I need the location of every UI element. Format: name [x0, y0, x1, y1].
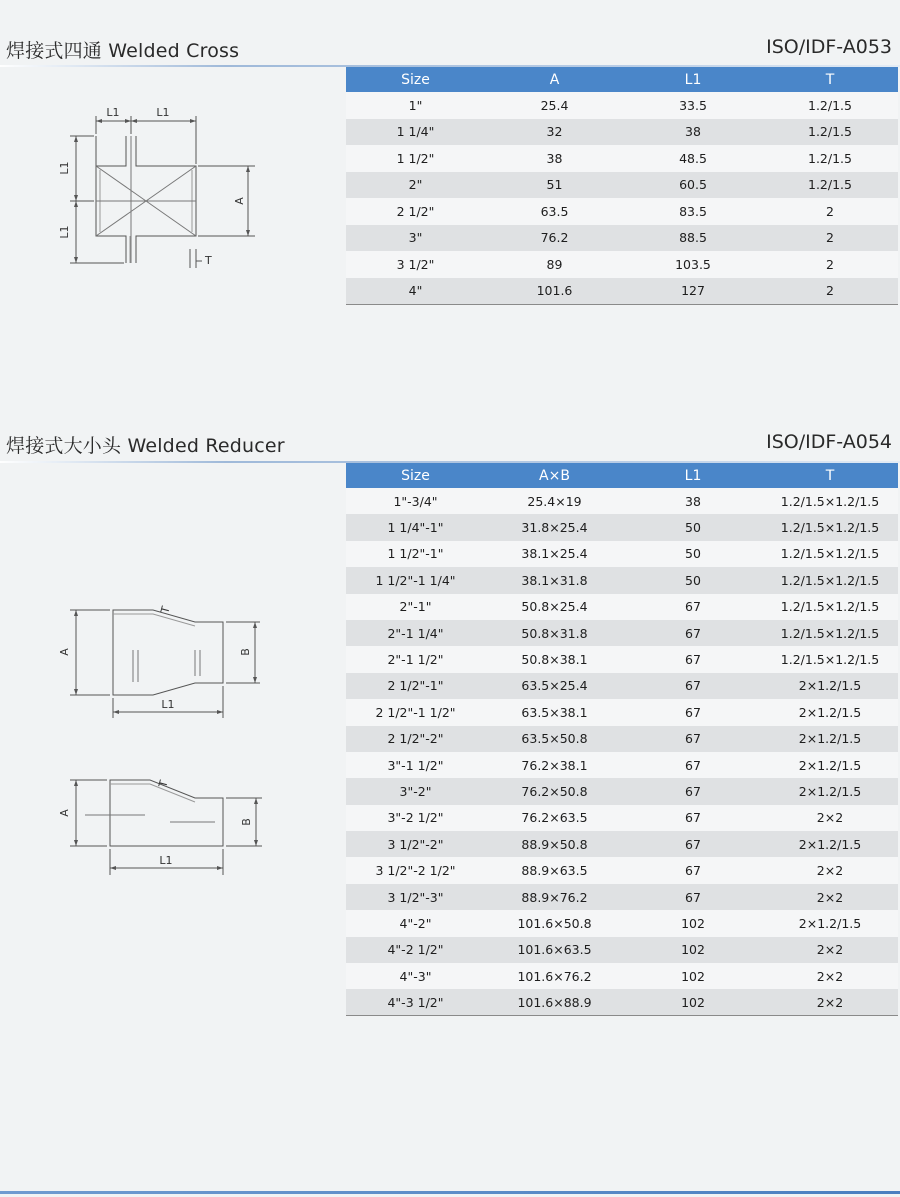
table-cell: 1"	[346, 92, 485, 119]
table-row	[346, 145, 898, 172]
table-cell: 3"	[346, 225, 485, 252]
table-cell: 31.8×25.4	[485, 514, 624, 540]
table-cell: 60.5	[624, 172, 762, 199]
table-cell: 88.5	[624, 225, 762, 252]
table-cell: 88.9×63.5	[485, 857, 624, 883]
header-axb: A×B	[485, 463, 624, 488]
table-cell: 101.6×76.2	[485, 963, 624, 989]
table-cell: 1.2/1.5×1.2/1.5	[762, 594, 898, 620]
table-cell: 2×1.2/1.5	[762, 910, 898, 936]
table-cell: 2×2	[762, 989, 898, 1015]
table-cell: 127	[624, 278, 762, 305]
label-a: A	[233, 197, 246, 205]
table-cell: 25.4	[485, 92, 624, 119]
table-cell: 2×2	[762, 857, 898, 883]
table-cell: 4"-2 1/2"	[346, 937, 485, 963]
table-cell: 102	[624, 963, 762, 989]
table-cell: 2 1/2"	[346, 198, 485, 225]
label-t: T	[205, 254, 212, 267]
table-cell: 1.2/1.5	[762, 92, 898, 119]
table-cell: 63.5	[485, 198, 624, 225]
table-cell: 2	[762, 251, 898, 278]
table-cell: 2"-1 1/2"	[346, 646, 485, 672]
table-cell: 101.6×63.5	[485, 937, 624, 963]
table-cell: 1.2/1.5×1.2/1.5	[762, 567, 898, 593]
table-cell: 76.2×50.8	[485, 778, 624, 804]
concentric-reducer-drawing	[50, 600, 270, 725]
table-header-row	[346, 67, 898, 92]
header-l1: L1	[624, 67, 762, 92]
label-l1: L1	[159, 854, 173, 867]
table-header-row	[346, 463, 898, 488]
table-cell: 83.5	[624, 198, 762, 225]
table-cell: 3 1/2"	[346, 251, 485, 278]
table-cell: 50	[624, 514, 762, 540]
table-cell: 101.6×88.9	[485, 989, 624, 1015]
table-row	[346, 778, 898, 804]
table-cell: 1.2/1.5×1.2/1.5	[762, 646, 898, 672]
table-row	[346, 910, 898, 936]
label-l1-upper: L1	[58, 161, 71, 175]
table-cell: 1.2/1.5	[762, 172, 898, 199]
table-cell: 67	[624, 673, 762, 699]
table-row	[346, 673, 898, 699]
table-cell: 50	[624, 541, 762, 567]
eccentric-reducer-drawing	[50, 770, 270, 885]
table-cell: 2×1.2/1.5	[762, 831, 898, 857]
table-row	[346, 989, 898, 1015]
table-cell: 102	[624, 910, 762, 936]
table-cell: 2	[762, 198, 898, 225]
table-cell: 1.2/1.5×1.2/1.5	[762, 514, 898, 540]
table-cell: 38	[624, 119, 762, 146]
table-cell: 2×2	[762, 937, 898, 963]
table-cell: 76.2×38.1	[485, 752, 624, 778]
table-cell: 2"-1"	[346, 594, 485, 620]
table-cell: 50.8×38.1	[485, 646, 624, 672]
table-cell: 38.1×25.4	[485, 541, 624, 567]
table-cell: 3 1/2"-3"	[346, 884, 485, 910]
table-cell: 2×2	[762, 884, 898, 910]
table-cell: 38	[485, 145, 624, 172]
header-size: Size	[346, 463, 485, 488]
section-title-welded-cross: 焊接式四通 Welded Cross	[6, 40, 240, 62]
table-cell: 67	[624, 752, 762, 778]
table-cell: 67	[624, 620, 762, 646]
label-l1-lower: L1	[58, 225, 71, 239]
table-cell: 1.2/1.5	[762, 145, 898, 172]
table-cell: 101.6	[485, 278, 624, 305]
table-row	[346, 198, 898, 225]
table-cell: 103.5	[624, 251, 762, 278]
table-row	[346, 172, 898, 199]
table-cell: 2	[762, 225, 898, 252]
table-cell: 2×1.2/1.5	[762, 699, 898, 725]
table-cell: 102	[624, 989, 762, 1015]
table-cell: 4"-2"	[346, 910, 485, 936]
table-row	[346, 92, 898, 119]
table-cell: 4"-3 1/2"	[346, 989, 485, 1015]
label-t: T	[156, 778, 171, 789]
label-t: T	[158, 604, 173, 615]
table-cell: 67	[624, 805, 762, 831]
table-cell: 2	[762, 278, 898, 305]
table-cell: 67	[624, 646, 762, 672]
table-cell: 2 1/2"-2"	[346, 726, 485, 752]
table-cell: 76.2	[485, 225, 624, 252]
header-size: Size	[346, 67, 485, 92]
section-title-welded-reducer: 焊接式大小头 Welded Reducer	[6, 435, 285, 457]
table-cell: 63.5×38.1	[485, 699, 624, 725]
header-t: T	[762, 67, 898, 92]
table-row	[346, 646, 898, 672]
table-cell: 1.2/1.5×1.2/1.5	[762, 541, 898, 567]
table-cell: 50.8×25.4	[485, 594, 624, 620]
table-row	[346, 514, 898, 540]
table-cell: 2×1.2/1.5	[762, 778, 898, 804]
table-cell: 63.5×25.4	[485, 673, 624, 699]
label-a: A	[58, 648, 71, 656]
table-row	[346, 857, 898, 883]
table-row	[346, 251, 898, 278]
table-cell: 2×1.2/1.5	[762, 673, 898, 699]
label-l1-right: L1	[156, 106, 170, 119]
label-b: B	[239, 648, 252, 656]
table-cell: 67	[624, 699, 762, 725]
table-cell: 33.5	[624, 92, 762, 119]
label-l1-left: L1	[106, 106, 120, 119]
table-cell: 88.9×50.8	[485, 831, 624, 857]
table-cell: 1"-3/4"	[346, 488, 485, 514]
table-cell: 2 1/2"-1 1/2"	[346, 699, 485, 725]
welded-reducer-table	[346, 463, 898, 1016]
table-row	[346, 119, 898, 146]
table-cell: 88.9×76.2	[485, 884, 624, 910]
table-cell: 101.6×50.8	[485, 910, 624, 936]
table-row	[346, 831, 898, 857]
table-cell: 2"-1 1/4"	[346, 620, 485, 646]
table-cell: 67	[624, 726, 762, 752]
header-l1: L1	[624, 463, 762, 488]
table-cell: 1.2/1.5×1.2/1.5	[762, 620, 898, 646]
table-cell: 89	[485, 251, 624, 278]
table-row	[346, 541, 898, 567]
table-row	[346, 488, 898, 514]
table-row	[346, 225, 898, 252]
table-cell: 1 1/4"-1"	[346, 514, 485, 540]
table-cell: 67	[624, 778, 762, 804]
label-a: A	[58, 809, 71, 817]
table-cell: 67	[624, 594, 762, 620]
header-a: A	[485, 67, 624, 92]
table-cell: 3"-2 1/2"	[346, 805, 485, 831]
table-row	[346, 726, 898, 752]
welded-cross-table	[346, 67, 898, 305]
table-cell: 1 1/2"-1"	[346, 541, 485, 567]
table-cell: 4"	[346, 278, 485, 305]
header-t: T	[762, 463, 898, 488]
table-cell: 3 1/2"-2"	[346, 831, 485, 857]
table-row	[346, 937, 898, 963]
table-row	[346, 567, 898, 593]
table-row	[346, 805, 898, 831]
table-cell: 1 1/2"-1 1/4"	[346, 567, 485, 593]
table-cell: 2 1/2"-1"	[346, 673, 485, 699]
table-cell: 67	[624, 884, 762, 910]
table-cell: 102	[624, 937, 762, 963]
table-row	[346, 963, 898, 989]
table-cell: 3"-2"	[346, 778, 485, 804]
table-cell: 4"-3"	[346, 963, 485, 989]
table-cell: 67	[624, 831, 762, 857]
table-row	[346, 884, 898, 910]
table-cell: 50	[624, 567, 762, 593]
table-row	[346, 278, 898, 305]
table-cell: 76.2×63.5	[485, 805, 624, 831]
table-row	[346, 620, 898, 646]
table-cell: 38	[624, 488, 762, 514]
table-cell: 2×1.2/1.5	[762, 726, 898, 752]
table-cell: 3"-1 1/2"	[346, 752, 485, 778]
section-code-a054: ISO/IDF-A054	[766, 431, 892, 453]
table-row	[346, 594, 898, 620]
welded-cross-drawing	[50, 96, 280, 276]
label-l1: L1	[161, 698, 175, 711]
table-cell: 3 1/2"-2 1/2"	[346, 857, 485, 883]
table-cell: 48.5	[624, 145, 762, 172]
table-row	[346, 699, 898, 725]
table-cell: 1.2/1.5	[762, 119, 898, 146]
table-cell: 32	[485, 119, 624, 146]
label-b: B	[240, 818, 253, 826]
page-bottom-rule	[0, 1191, 900, 1194]
table-cell: 2"	[346, 172, 485, 199]
table-cell: 2×2	[762, 963, 898, 989]
section-code-a053: ISO/IDF-A053	[766, 36, 892, 58]
table-cell: 1.2/1.5×1.2/1.5	[762, 488, 898, 514]
table-cell: 1 1/4"	[346, 119, 485, 146]
table-cell: 25.4×19	[485, 488, 624, 514]
table-cell: 67	[624, 857, 762, 883]
table-cell: 38.1×31.8	[485, 567, 624, 593]
table-cell: 1 1/2"	[346, 145, 485, 172]
table-cell: 2×1.2/1.5	[762, 752, 898, 778]
table-cell: 51	[485, 172, 624, 199]
table-cell: 63.5×50.8	[485, 726, 624, 752]
table-row	[346, 752, 898, 778]
table-cell: 50.8×31.8	[485, 620, 624, 646]
table-cell: 2×2	[762, 805, 898, 831]
